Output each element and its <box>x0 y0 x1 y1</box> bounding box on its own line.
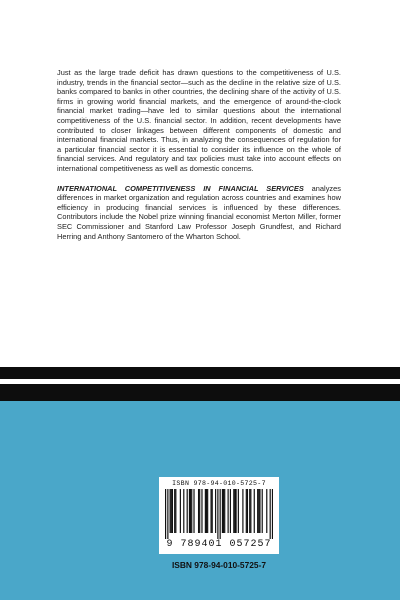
barcode-bar <box>170 489 171 533</box>
barcode-bar <box>206 489 207 533</box>
barcode-bar <box>249 489 250 533</box>
barcode-bar <box>247 489 248 533</box>
barcode-bar <box>233 489 234 533</box>
blurb-paragraph-2 <box>57 184 341 242</box>
barcode-bar <box>217 489 218 539</box>
barcode-bar <box>199 489 200 533</box>
barcode-bar <box>230 489 231 533</box>
barcode-bar <box>266 489 267 533</box>
barcode-digits: 9 789401 057257 <box>166 539 272 550</box>
barcode-bar <box>183 489 184 533</box>
barcode-bar <box>258 489 259 533</box>
black-band-top <box>0 367 400 379</box>
barcode-bar <box>167 489 168 539</box>
barcode-bar <box>262 489 263 533</box>
barcode-bar <box>190 489 191 533</box>
barcode-bar <box>270 489 271 539</box>
barcode-bar <box>246 489 247 533</box>
book-title: INTERNATIONAL COMPETITIVENESS IN FINANCIAL SERVICES <box>57 183 304 193</box>
barcode-bar <box>224 489 225 533</box>
barcode-bars-graphic <box>165 489 273 539</box>
barcode-bar <box>250 489 251 533</box>
barcode-bar <box>212 489 213 533</box>
barcode-bar <box>165 489 166 539</box>
barcode-bar <box>254 489 255 533</box>
barcode-bar <box>171 489 172 533</box>
blurb-paragraph-1: Just as the large trade deficit has drawn questions to the competitiveness of U.S. industry, trends in the financial sector—such as the decline in the relative size of U.S. banks compared to banks in other countries, the declining share of the activity of U.S. firms in growing world financial markets, and the emergence of around-the-clock financial market trading—have led to similar questions about the international competitiveness of the U.S. financial sector. In addition, recent developments have contributed to closer linkages between different components of domestic and international financial markets. Thus, in analyzing the consequences of regulation for a particular financial sector it is essential to consider its influence on the whole of financial services. And regulatory and tax policies must take into account effects on international competitiveness as well as domestic concerns. <box>57 68 341 173</box>
barcode-bar <box>191 489 192 533</box>
barcode-isbn-label: ISBN 978-94-010-5725-7 <box>172 480 266 487</box>
barcode-bar <box>257 489 258 533</box>
barcode-bar <box>223 489 224 533</box>
barcode-bar <box>215 489 216 533</box>
barcode-bar <box>175 489 176 533</box>
barcode-bar <box>187 489 188 533</box>
black-band-bottom <box>0 384 400 401</box>
barcode-bar <box>201 489 202 533</box>
barcode-bar <box>172 489 173 533</box>
barcode-bars <box>165 489 273 539</box>
barcode-bar <box>259 489 260 533</box>
barcode-bar <box>193 489 194 533</box>
isbn-footer: ISBN 978-94-010-5725-7 <box>171 560 267 570</box>
barcode-bar <box>207 489 208 533</box>
barcode-bar <box>180 489 181 533</box>
barcode-bar <box>220 489 221 539</box>
barcode-bar <box>189 489 190 533</box>
barcode-bar <box>205 489 206 533</box>
blurb-paragraph-2-body: analyzes differences in market organization and regulation across countries and examines how efficiency in producing financial services is influenced by these differences. Contributors include the Nobel prize winning financial economist Merton Miller, former SEC Commissioner and Stanford Law Professor Joseph Grundfest, and Richard Herring and Anthony Santomero of the Wharton School. <box>57 183 341 241</box>
barcode-bar <box>242 489 243 533</box>
barcode-bar <box>234 489 235 533</box>
barcode-bar <box>228 489 229 533</box>
barcode <box>159 477 279 554</box>
barcode-bar <box>235 489 236 533</box>
barcode-bar <box>174 489 175 533</box>
barcode-bar <box>222 489 223 533</box>
barcode-bar <box>272 489 273 539</box>
barcode-bar <box>238 489 239 533</box>
blurb-text <box>57 68 341 241</box>
barcode-bar <box>198 489 199 533</box>
barcode-bar <box>210 489 211 533</box>
